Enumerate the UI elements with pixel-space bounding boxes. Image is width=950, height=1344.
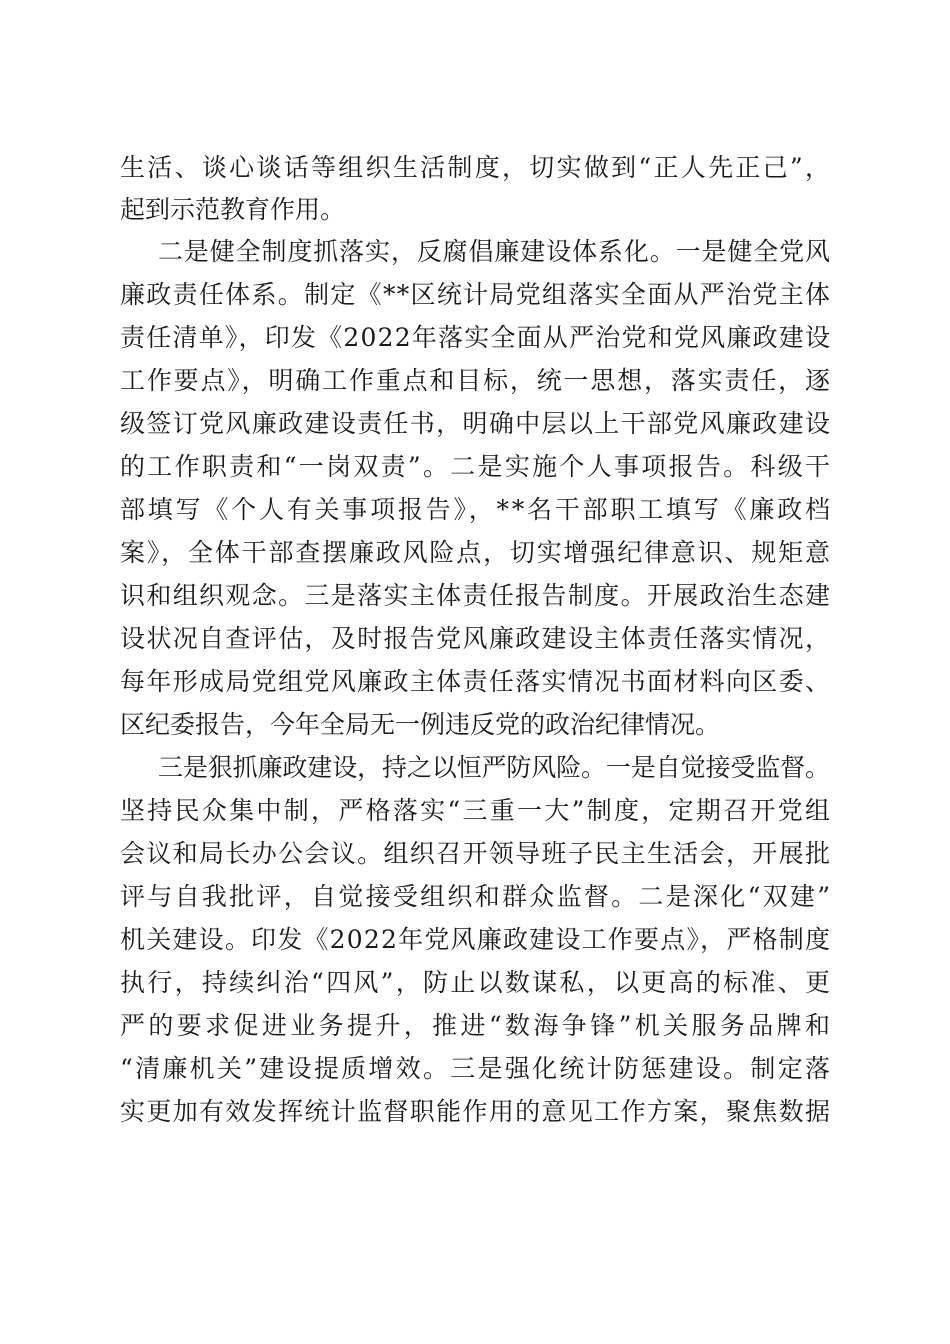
text-line: 实更加有效发挥统计监督职能作用的意见工作方案，聚焦数据 [120, 1097, 832, 1126]
text-line: 设状况自查评估，及时报告党风廉政建设主体责任落实情况， [120, 624, 832, 653]
paragraph-heading-2: 二是健全制度抓落实，反腐倡廉建设体系化。一是健全党风 [158, 237, 831, 266]
text-line: 区纪委报告，今年全局无一例违反党的政治纪律情况。 [120, 710, 721, 739]
text-line: 的工作职责和“一岗双责”。二是实施个人事项报告。科级干 [120, 452, 833, 481]
text-line: 评与自我批评，自觉接受组织和群众监督。二是深化“双建” [120, 882, 833, 911]
text-line: 案》，全体干部查摆廉政风险点，切实增强纪律意识、规矩意 [120, 538, 832, 567]
text-line: 生活、谈心谈话等组织生活制度，切实做到“正人先正己”， [120, 153, 833, 182]
text-line: 工作要点》，明确工作重点和目标，统一思想，落实责任，逐 [120, 366, 832, 395]
text-line: 起到示范教育作用。 [120, 195, 346, 224]
paragraph-heading-3: 三是狠抓廉政建设，持之以恒严防风险。一是自觉接受监督。 [158, 753, 830, 782]
text-line: 部填写《个人有关事项报告》，**名干部职工填写《廉政档 [120, 495, 833, 524]
text-line: “清廉机关”建设提质增效。三是强化统计防惩建设。制定落 [120, 1054, 833, 1083]
text-line: 会议和局长办公会议。组织召开领导班子民主生活会，开展批 [120, 839, 832, 868]
text-line: 坚持民众集中制，严格落实“三重一大”制度，定期召开党组 [120, 796, 833, 825]
text-line: 每年形成局党组党风廉政主体责任落实情况书面材料向区委、 [120, 667, 832, 696]
text-line: 廉政责任体系。制定《**区统计局党组落实全面从严治党主体 [120, 280, 832, 309]
text-line: 严的要求促进业务提升，推进“数海争锋”机关服务品牌和 [120, 1011, 834, 1040]
text-line: 机关建设。印发《2022年党风廉政建设工作要点》，严格制度 [120, 925, 832, 954]
text-line: 责任清单》，印发《2022年落实全面从严治党和党风廉政建设 [120, 323, 832, 352]
text-line: 级签订党风廉政建设责任书，明确中层以上干部党风廉政建设 [120, 409, 832, 438]
text-line: 执行，持续纠治“四风”，防止以数谋私，以更高的标准、更 [120, 968, 833, 997]
text-line: 识和组织观念。三是落实主体责任报告制度。开展政治生态建 [120, 581, 832, 610]
